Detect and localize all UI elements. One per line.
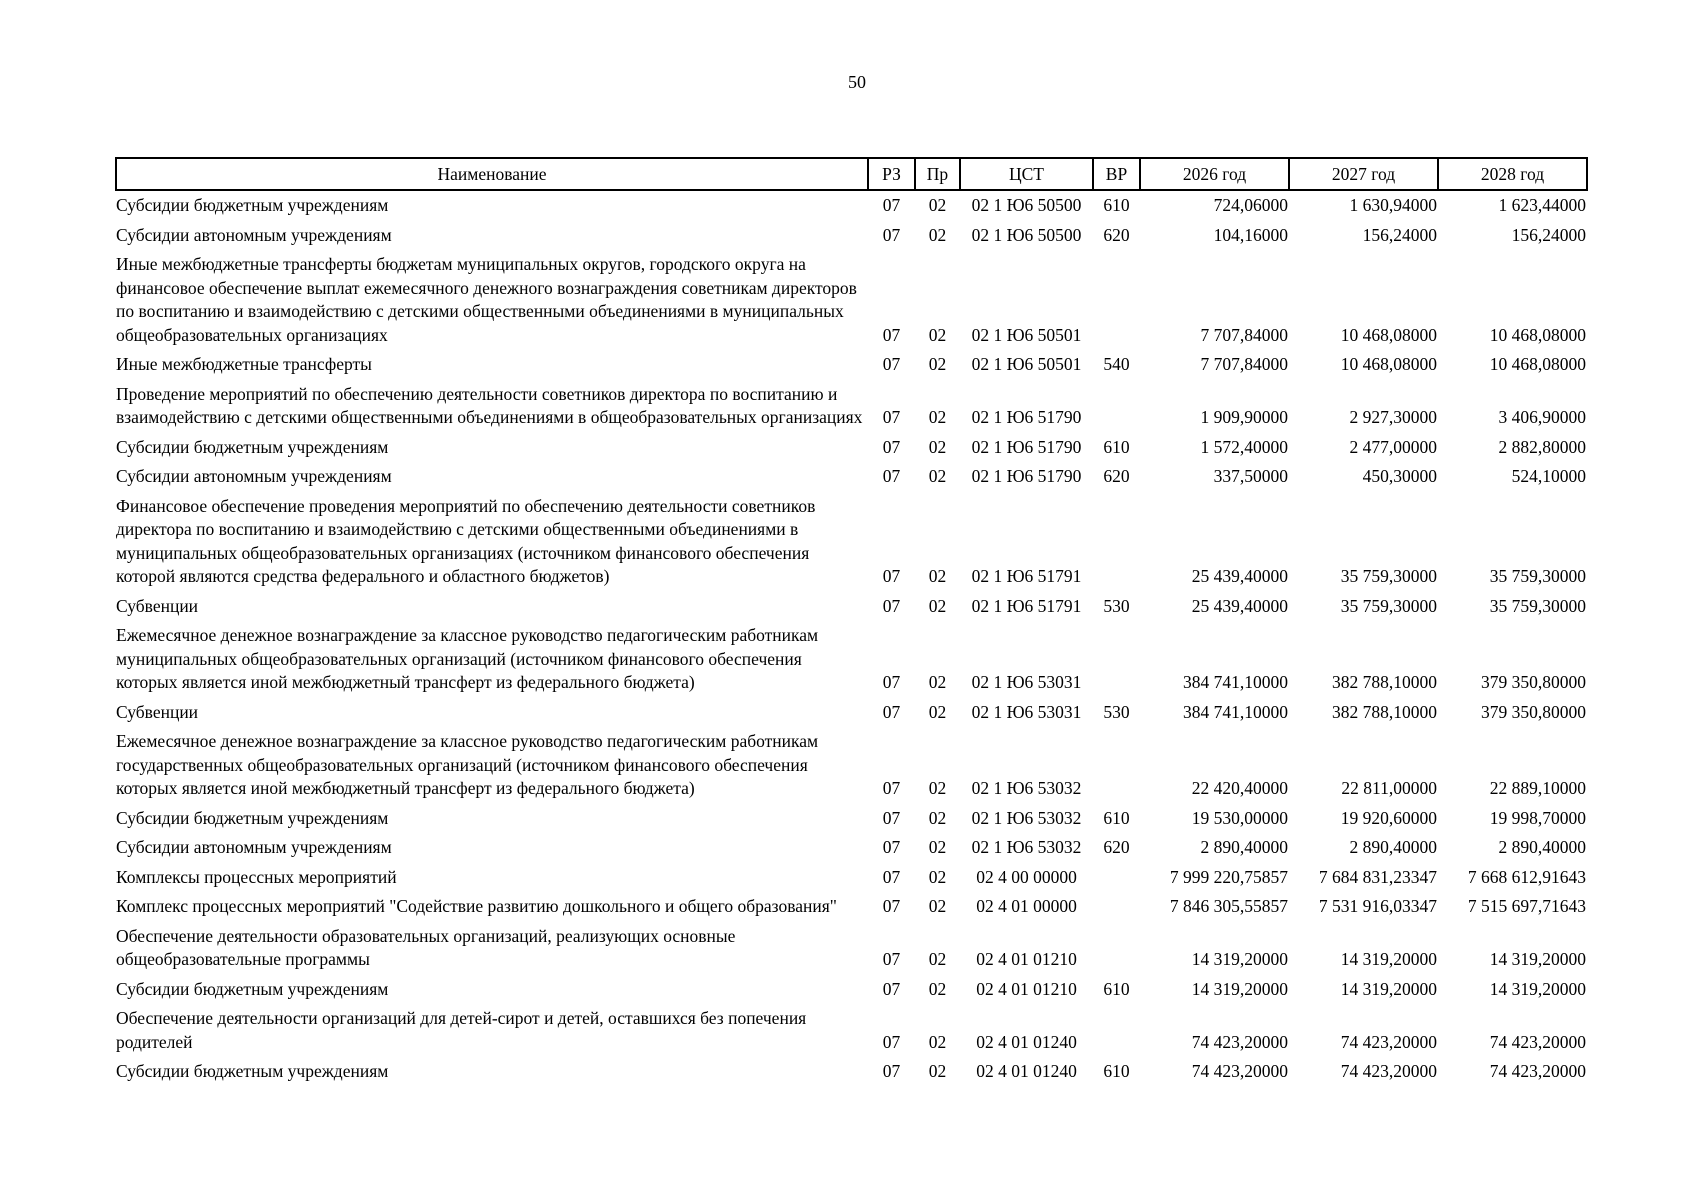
cell-rz: 07 <box>882 701 901 722</box>
cell-cst: 02 1 Ю6 51791 <box>971 595 1082 616</box>
cell-cst: 02 4 01 00000 <box>976 896 1077 916</box>
cell-2027: 382 788,10000 <box>1332 672 1437 692</box>
table-row <box>116 492 1587 592</box>
cell-cst: 02 1 Ю6 50501 <box>971 354 1082 374</box>
cell-2026: 384 741,10000 <box>1183 701 1288 722</box>
cell-pr: 02 <box>928 324 947 345</box>
cell-vr: 620 <box>1103 224 1130 245</box>
cell-vr <box>1093 492 1140 592</box>
table-row <box>116 350 1587 380</box>
cell-pr: 02 <box>928 595 947 616</box>
cell-cst: 02 1 Ю6 53032 <box>971 807 1082 828</box>
cell-pr: 02 <box>928 866 947 887</box>
header-vr: ВР <box>1093 158 1140 190</box>
cell-vr: 540 <box>1103 354 1130 374</box>
cell-name: Проведение мероприятий по обеспечению деятельности советников директора по воспитанию и взаимодействию с детскими общественными объединениями в общеобразовательных организациях <box>116 383 863 427</box>
table-row <box>116 804 1587 834</box>
cell-2026: 337,50000 <box>1213 466 1288 486</box>
cell-pr: 02 <box>928 837 947 857</box>
cell-2027: 14 319,20000 <box>1340 978 1437 999</box>
cell-2027: 22 811,00000 <box>1341 778 1437 798</box>
cell-vr <box>1093 380 1140 433</box>
cell-2028: 10 468,08000 <box>1489 354 1586 374</box>
table-body <box>116 190 1587 1087</box>
cell-rz: 07 <box>882 1031 901 1052</box>
cell-2027: 2 477,00000 <box>1349 436 1437 457</box>
table-row <box>116 621 1587 698</box>
table-row <box>116 433 1587 463</box>
cell-2027: 1 630,94000 <box>1349 195 1437 215</box>
cell-2026: 7 999 220,75857 <box>1169 866 1288 887</box>
cell-2028: 35 759,30000 <box>1489 566 1586 586</box>
cell-2026: 384 741,10000 <box>1183 672 1288 692</box>
cell-2026: 74 423,20000 <box>1191 1031 1288 1052</box>
cell-name: Субвенции <box>116 595 199 616</box>
cell-pr: 02 <box>928 672 947 692</box>
cell-cst: 02 4 01 01240 <box>976 1031 1077 1052</box>
cell-vr: 610 <box>1103 978 1130 999</box>
table-row <box>116 380 1587 433</box>
table-row <box>116 250 1587 350</box>
cell-name: Комплексы процессных мероприятий <box>116 866 397 887</box>
cell-rz: 07 <box>882 595 901 616</box>
cell-rz: 07 <box>882 224 901 245</box>
cell-vr <box>1093 727 1140 804</box>
header-2028: 2028 год <box>1438 158 1587 190</box>
cell-name: Субсидии бюджетным учреждениям <box>116 1061 389 1081</box>
cell-vr <box>1093 1004 1140 1057</box>
cell-2026: 2 890,40000 <box>1200 837 1288 857</box>
cell-rz: 07 <box>882 949 901 969</box>
table-row <box>116 1004 1587 1057</box>
cell-2027: 7 684 831,23347 <box>1318 866 1437 887</box>
cell-pr: 02 <box>928 949 947 969</box>
cell-2027: 7 531 916,03347 <box>1318 896 1437 916</box>
cell-2028: 10 468,08000 <box>1489 324 1586 345</box>
cell-2027: 74 423,20000 <box>1340 1031 1437 1052</box>
cell-vr: 610 <box>1103 807 1130 828</box>
cell-name: Субсидии бюджетным учреждениям <box>116 807 389 828</box>
cell-rz: 07 <box>882 672 901 692</box>
cell-vr: 530 <box>1103 701 1130 722</box>
header-rz: РЗ <box>868 158 915 190</box>
cell-2026: 7 707,84000 <box>1200 354 1288 374</box>
table-header <box>116 158 1587 190</box>
cell-2026: 14 319,20000 <box>1191 949 1288 969</box>
cell-2028: 19 998,70000 <box>1489 807 1586 828</box>
cell-cst: 02 1 Ю6 50500 <box>971 224 1082 245</box>
cell-name: Субсидии автономным учреждениям <box>116 466 392 486</box>
cell-cst: 02 4 00 00000 <box>976 866 1077 887</box>
cell-vr <box>1093 621 1140 698</box>
cell-2027: 35 759,30000 <box>1340 566 1437 586</box>
cell-name: Субсидии автономным учреждениям <box>116 837 392 857</box>
cell-name: Ежемесячное денежное вознаграждение за классное руководство педагогическим работникам муниципальных общеобразовательных организаций (источником финансового обеспечения которых является иной межбюджетный трансферт из федерального бюджета) <box>116 625 819 692</box>
cell-name: Субвенции <box>116 701 199 722</box>
cell-pr: 02 <box>928 466 947 486</box>
cell-cst: 02 1 Ю6 51790 <box>971 407 1082 427</box>
cell-2026: 74 423,20000 <box>1191 1061 1288 1081</box>
cell-name: Иные межбюджетные трансферты бюджетам муниципальных округов, городского округа на финансовое обеспечение выплат ежемесячного денежного вознаграждения советникам директоров по воспитанию и взаимодействию с детскими общественными объединениями в муниципальных общеобразовательных организациях <box>116 254 857 345</box>
cell-2028: 14 319,20000 <box>1489 978 1586 999</box>
cell-2028: 14 319,20000 <box>1489 949 1586 969</box>
table-row <box>116 221 1587 251</box>
cell-2026: 25 439,40000 <box>1191 595 1288 616</box>
cell-pr: 02 <box>928 195 947 215</box>
cell-vr: 620 <box>1103 837 1130 857</box>
cell-pr: 02 <box>928 701 947 722</box>
cell-2026: 19 530,00000 <box>1191 807 1288 828</box>
cell-2026: 7 846 305,55857 <box>1169 896 1288 916</box>
table-row <box>116 190 1587 221</box>
cell-vr <box>1093 922 1140 975</box>
table-row <box>116 592 1587 622</box>
cell-name: Обеспечение деятельности организаций для детей-сирот и детей, оставшихся без попечения родителей <box>116 1008 807 1052</box>
table-row <box>116 863 1587 893</box>
cell-rz: 07 <box>882 978 901 999</box>
cell-2026: 7 707,84000 <box>1200 324 1288 345</box>
table-row <box>116 892 1587 922</box>
table-row <box>116 698 1587 728</box>
cell-cst: 02 1 Ю6 53032 <box>971 778 1082 798</box>
cell-name: Субсидии бюджетным учреждениям <box>116 978 389 999</box>
cell-rz: 07 <box>882 407 901 427</box>
header-name: Наименование <box>116 158 868 190</box>
cell-cst: 02 4 01 01210 <box>976 949 1077 969</box>
cell-pr: 02 <box>928 354 947 374</box>
cell-2027: 2 890,40000 <box>1349 837 1437 857</box>
cell-cst: 02 1 Ю6 53031 <box>971 672 1082 692</box>
cell-2027: 35 759,30000 <box>1340 595 1437 616</box>
cell-2027: 156,24000 <box>1362 224 1437 245</box>
cell-pr: 02 <box>928 896 947 916</box>
cell-2026: 22 420,40000 <box>1191 778 1288 798</box>
cell-cst: 02 4 01 01210 <box>976 978 1077 999</box>
cell-cst: 02 1 Ю6 50501 <box>971 324 1082 345</box>
cell-cst: 02 1 Ю6 53032 <box>971 837 1082 857</box>
cell-2027: 450,30000 <box>1362 466 1437 486</box>
cell-vr: 620 <box>1103 466 1130 486</box>
cell-2028: 7 515 697,71643 <box>1467 896 1586 916</box>
cell-2028: 2 882,80000 <box>1498 436 1586 457</box>
cell-name: Ежемесячное денежное вознаграждение за классное руководство педагогическим работникам государственных общеобразовательных организаций (источником финансового обеспечения которых является иной межбюджетный трансферт из федерального бюджета) <box>116 731 819 798</box>
cell-2027: 19 920,60000 <box>1340 807 1437 828</box>
cell-pr: 02 <box>928 807 947 828</box>
cell-2026: 1 909,90000 <box>1200 407 1288 427</box>
cell-2027: 74 423,20000 <box>1340 1061 1437 1081</box>
cell-cst: 02 1 Ю6 50500 <box>971 195 1082 215</box>
cell-pr: 02 <box>928 436 947 457</box>
cell-name: Обеспечение деятельности образовательных организаций, реализующих основные общеобразовательные программы <box>116 925 736 969</box>
cell-2026: 25 439,40000 <box>1191 566 1288 586</box>
table-row <box>116 727 1587 804</box>
cell-rz: 07 <box>882 566 901 586</box>
cell-2028: 35 759,30000 <box>1489 595 1586 616</box>
cell-rz: 07 <box>882 354 901 374</box>
cell-2028: 22 889,10000 <box>1489 778 1586 798</box>
cell-2028: 7 668 612,91643 <box>1467 866 1586 887</box>
header-2027: 2027 год <box>1289 158 1438 190</box>
cell-vr: 610 <box>1103 436 1130 457</box>
cell-2028: 2 890,40000 <box>1498 837 1586 857</box>
cell-2028: 1 623,44000 <box>1498 195 1586 215</box>
cell-2028: 74 423,20000 <box>1489 1061 1586 1081</box>
page-number: 50 <box>848 72 866 92</box>
cell-rz: 07 <box>882 324 901 345</box>
cell-rz: 07 <box>882 807 901 828</box>
header-cst: ЦСТ <box>960 158 1093 190</box>
cell-2028: 379 350,80000 <box>1481 701 1586 722</box>
header-pr: Пр <box>915 158 960 190</box>
cell-vr <box>1093 892 1140 922</box>
table-row <box>116 833 1587 863</box>
table-row <box>116 462 1587 492</box>
cell-name: Иные межбюджетные трансферты <box>116 354 372 374</box>
cell-rz: 07 <box>882 466 901 486</box>
cell-pr: 02 <box>928 978 947 999</box>
cell-2027: 14 319,20000 <box>1340 949 1437 969</box>
cell-2028: 156,24000 <box>1511 224 1586 245</box>
cell-pr: 02 <box>928 778 947 798</box>
cell-2028: 3 406,90000 <box>1498 407 1586 427</box>
cell-pr: 02 <box>928 407 947 427</box>
table-row <box>116 1057 1587 1087</box>
cell-2026: 104,16000 <box>1213 224 1288 245</box>
header-2026: 2026 год <box>1140 158 1289 190</box>
cell-pr: 02 <box>928 224 947 245</box>
cell-vr: 530 <box>1103 595 1130 616</box>
cell-vr <box>1093 863 1140 893</box>
cell-2027: 10 468,08000 <box>1340 354 1437 374</box>
cell-cst: 02 1 Ю6 53031 <box>971 701 1082 722</box>
cell-2026: 724,06000 <box>1213 195 1288 215</box>
cell-cst: 02 1 Ю6 51790 <box>971 466 1082 486</box>
cell-vr <box>1093 250 1140 350</box>
cell-pr: 02 <box>928 566 947 586</box>
cell-2026: 14 319,20000 <box>1191 978 1288 999</box>
cell-rz: 07 <box>882 1061 901 1081</box>
cell-name: Субсидии автономным учреждениям <box>116 224 392 245</box>
cell-2028: 379 350,80000 <box>1481 672 1586 692</box>
cell-rz: 07 <box>882 866 901 887</box>
cell-2028: 74 423,20000 <box>1489 1031 1586 1052</box>
cell-cst: 02 1 Ю6 51791 <box>971 566 1082 586</box>
cell-vr: 610 <box>1103 195 1130 215</box>
cell-pr: 02 <box>928 1061 947 1081</box>
cell-vr: 610 <box>1103 1061 1130 1081</box>
cell-cst: 02 4 01 01240 <box>976 1061 1077 1081</box>
table-row <box>116 922 1587 975</box>
cell-2027: 382 788,10000 <box>1332 701 1437 722</box>
cell-2026: 1 572,40000 <box>1200 436 1288 457</box>
cell-name: Комплекс процессных мероприятий "Содействие развитию дошкольного и общего образования" <box>116 896 837 916</box>
cell-2027: 10 468,08000 <box>1340 324 1437 345</box>
cell-name: Финансовое обеспечение проведения мероприятий по обеспечению деятельности советников директора по воспитанию и взаимодействию с детскими общественными объединениями в муниципальных общеобразовательных организациях (источником финансового обеспечения которой являются средства федерального и областного бюджетов) <box>116 495 816 586</box>
cell-name: Субсидии бюджетным учреждениям <box>116 436 389 457</box>
cell-2028: 524,10000 <box>1511 466 1586 486</box>
cell-rz: 07 <box>882 195 901 215</box>
cell-cst: 02 1 Ю6 51790 <box>971 436 1082 457</box>
budget-table <box>115 157 1588 1087</box>
cell-2027: 2 927,30000 <box>1349 407 1437 427</box>
cell-name: Субсидии бюджетным учреждениям <box>116 195 389 215</box>
cell-rz: 07 <box>882 837 901 857</box>
cell-rz: 07 <box>882 436 901 457</box>
table-row <box>116 975 1587 1005</box>
cell-rz: 07 <box>882 896 901 916</box>
cell-pr: 02 <box>928 1031 947 1052</box>
cell-rz: 07 <box>882 778 901 798</box>
